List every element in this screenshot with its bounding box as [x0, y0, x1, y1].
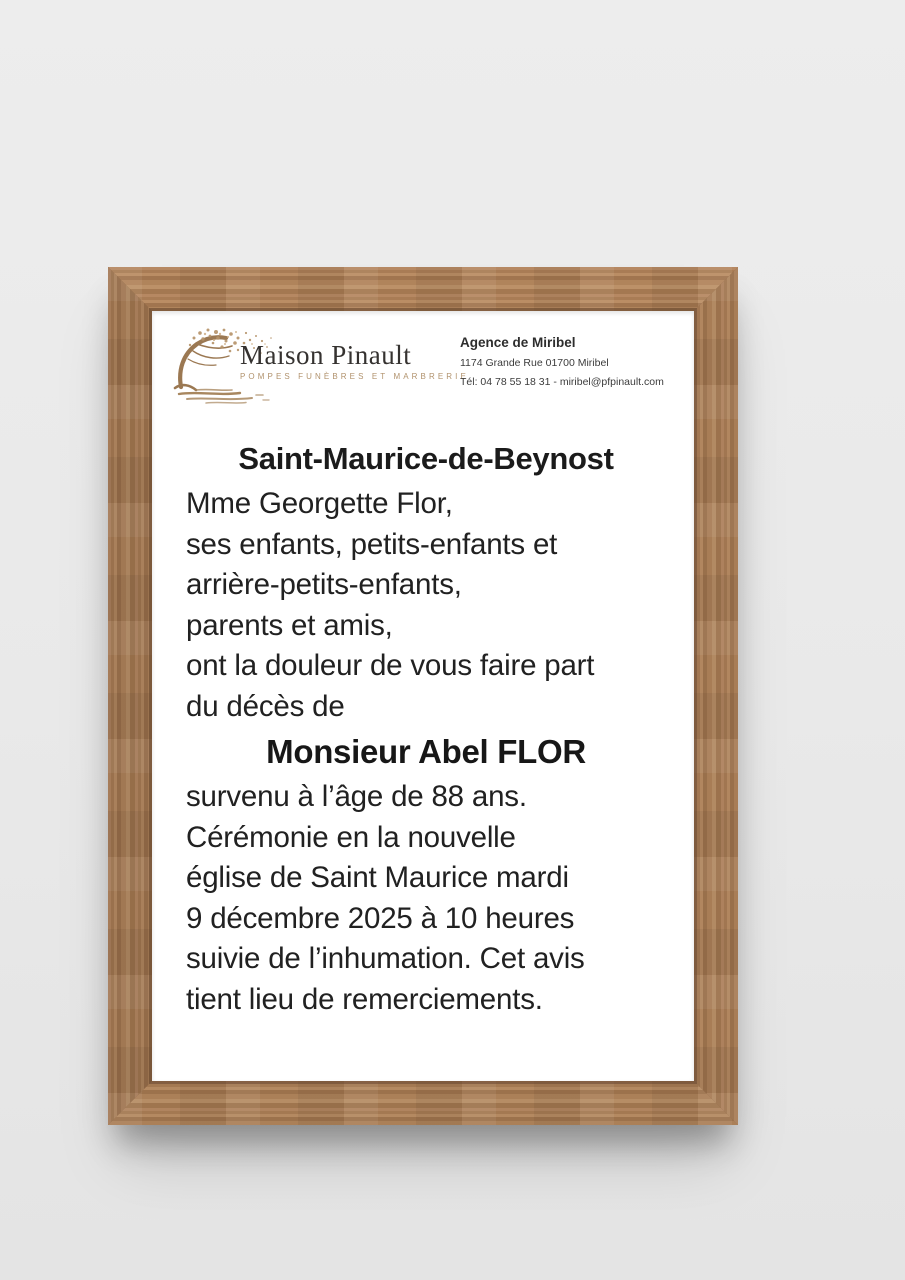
notice-line: ses enfants, petits-enfants et [186, 527, 558, 561]
notice-line: ont la douleur de vous faire part [186, 649, 595, 682]
notice-line: survenu à l’âge de 88 ans. [186, 780, 527, 813]
picture-frame [108, 267, 738, 1125]
logo-name: Maison Pinault [240, 340, 412, 370]
notice-paper [152, 311, 694, 1081]
frame-board-right [694, 267, 738, 1125]
notice-line: arrière-petits-enfants, [186, 568, 462, 601]
agency-title: Agence de Miribel [460, 335, 576, 350]
notice-line: parents et amis, [186, 608, 393, 642]
agency-contact: Tél: 04 78 55 18 31 - miribel@pfpinault.com [460, 376, 664, 388]
frame-board-top [108, 267, 738, 311]
frame-board-bottom [108, 1081, 738, 1125]
agency-info [460, 335, 690, 388]
notice-line: du décès de [186, 689, 345, 723]
notice-line: église de Saint Maurice mardi [186, 861, 569, 894]
funeral-home-logo [166, 323, 469, 418]
notice-line: Mme Georgette Flor, [186, 487, 453, 520]
notice-line: 9 décembre 2025 à 10 heures [186, 901, 575, 935]
logo-tagline: POMPES FUNÈBRES ET MARBRERIE [240, 372, 469, 381]
notice-line: suivie de l’inhumation. Cet avis [186, 942, 585, 975]
notice-body [186, 437, 666, 1020]
deceased-name: Monsieur Abel FLOR [266, 733, 586, 770]
notice-line: Cérémonie en la nouvelle [186, 820, 516, 854]
agency-address: 1174 Grande Rue 01700 Miribel [460, 357, 609, 369]
notice-line: tient lieu de remerciements. [186, 982, 543, 1016]
frame-board-left [108, 267, 152, 1125]
notice-title: Saint-Maurice-de-Beynost [238, 441, 614, 476]
